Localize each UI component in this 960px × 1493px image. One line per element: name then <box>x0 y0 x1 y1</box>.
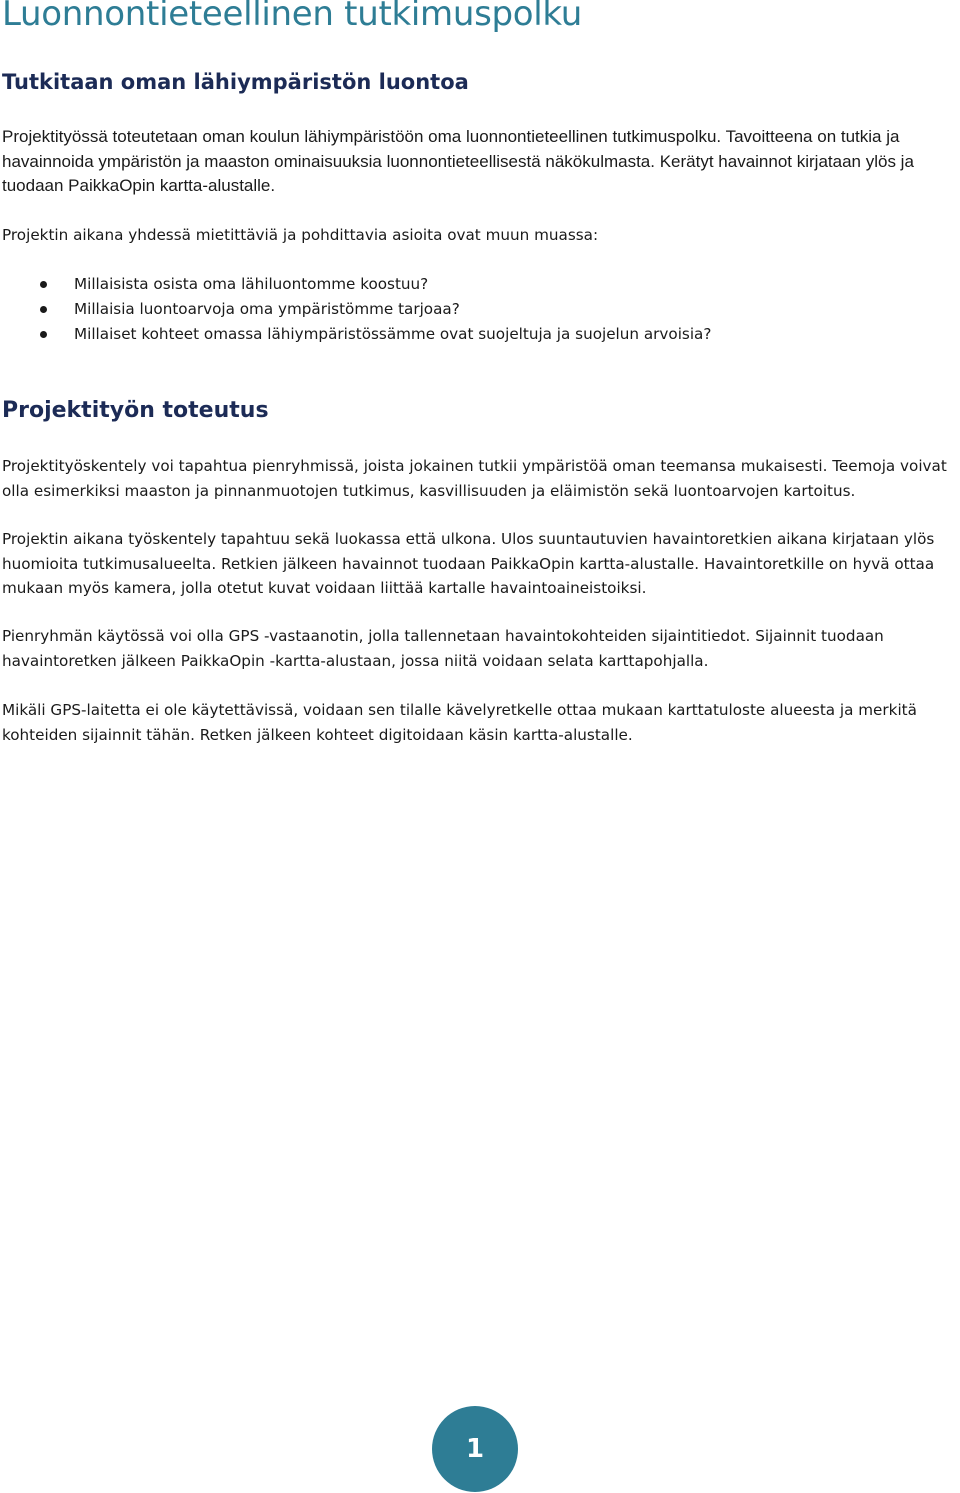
list-item-text: Millaisista osista oma lähiluontomme koostuu? <box>74 275 429 293</box>
page-title: Luonnontieteellinen tutkimuspolku <box>2 0 583 34</box>
body-paragraph: Mikäli GPS-laitetta ei ole käytettävissä, voidaan sen tilalle kävelyretkelle ottaa mukaan karttatuloste alueesta ja merkitä kohteiden sijainnit tähän. Retken jälkeen kohteet digitoidaan käsin kartta-alustalle. <box>2 701 917 744</box>
body-paragraph: Projektin aikana työskentely tapahtuu sekä luokassa että ulkona. Ulos suuntautuvien havaintoretkien aikana kirjataan ylös huomioita tutkimusalueelta. Retkien jälkeen havainnot tuodaan PaikkaOpin kartta-alustalle. Havaintoretkille on hyvä ottaa mukaan myös kamera, jolla otetut kuvat voidaan liittää kartalle havaintoaineistoiksi. <box>2 530 935 597</box>
intro-paragraph: Projektityössä toteutetaan oman koulun lähiympäristöön oma luonnontieteellinen tutkimuspolku. Tavoitteena on tutkia ja havainnoida ympäristön ja maaston ominaisuuksia luonnontieteellisestä näkökulmasta. Kerätyt havainnot kirjataan ylös ja tuodaan PaikkaOpin kartta-alustalle. <box>2 127 914 195</box>
page-subtitle: Tutkitaan oman lähiympäristön luontoa <box>2 70 469 94</box>
bullet-icon <box>40 331 47 338</box>
list-item-text: Millaiset kohteet omassa lähiympäristössämme ovat suojeltuja ja suojelun arvoisia? <box>74 325 712 343</box>
section-heading: Projektityön toteutus <box>2 398 269 423</box>
bullet-icon <box>40 281 47 288</box>
questions-list <box>2 272 711 347</box>
list-item <box>2 272 711 297</box>
list-item <box>2 322 711 347</box>
bullet-icon <box>40 306 47 313</box>
body-paragraph: Pienryhmän käytössä voi olla GPS -vastaanotin, jolla tallennetaan havaintokohteiden sijaintitiedot. Sijainnit tuodaan havaintoretken jälkeen PaikkaOpin -kartta-alustaan, jossa niitä voidaan selata karttapohjalla. <box>2 627 884 670</box>
list-item <box>2 297 711 322</box>
page-number-badge <box>432 1406 518 1492</box>
questions-intro: Projektin aikana yhdessä mietittäviä ja pohdittavia asioita ovat muun muassa: <box>2 226 599 244</box>
page-number: 1 <box>465 1434 485 1464</box>
list-item-text: Millaisia luontoarvoja oma ympäristömme tarjoaa? <box>74 300 460 318</box>
body-paragraph: Projektityöskentely voi tapahtua pienryhmissä, joista jokainen tutkii ympäristöä oman teemansa mukaisesti. Teemoja voivat olla esimerkiksi maaston ja pinnanmuotojen tutkimus, kasvillisuuden ja eläimistön sekä luontoarvojen kartoitus. <box>2 457 947 500</box>
